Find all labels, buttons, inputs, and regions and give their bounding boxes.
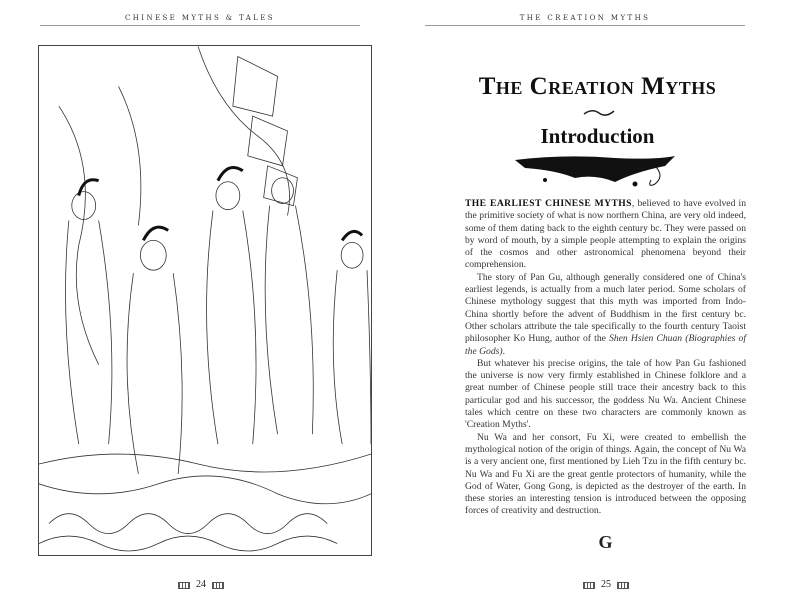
left-running-head: CHINESE MYTHS & TALES [125, 14, 275, 22]
paragraph [465, 198, 746, 272]
left-page-number [178, 579, 224, 591]
paragraph-text: But whatever his precise origins, the tale of how Pan Gu fashioned the universe is now very firmly established in Chinese folklore and a great number of Chinese people still trace their ancestry back to this particular god and his successor, the goddess Nu Wa. Ancient Chinese tales which centre on these two characters are commonly known as 'Creation Myths'. [465, 357, 746, 431]
paragraph [465, 432, 746, 518]
paragraph [465, 358, 746, 432]
paragraph-text: Nu Wa and her consort, Fu Xi, were created to embellish the mythological notion of the origin of things. Again, the concept of Nu Wa is a very ancient one, first mentioned by Lieh Tzu in the fifth century bc. Nu Wa and Fu Xi are the great gentle protectors of humanity, while the God of Water, Gong Gong, is depicted as the destroyer of the earth. In these stories an interesting tension is introduced between the opposing forces of creativity and destruction. [465, 431, 746, 517]
body-text [465, 198, 746, 518]
chapter-title: The Creation Myths [478, 73, 717, 100]
left-page-number-text: 24 [196, 579, 206, 590]
illustration-ladies-procession-icon [39, 46, 371, 555]
end-ornament-icon: G [598, 531, 613, 552]
folio-ornament-icon [617, 582, 629, 589]
folio-ornament-icon [178, 582, 190, 589]
right-header-rule [425, 25, 745, 26]
right-running-head: THE CREATION MYTHS [519, 14, 651, 22]
paragraph-text: . [502, 345, 505, 357]
folio-ornament-icon [583, 582, 595, 589]
left-header-rule [40, 25, 360, 26]
section-heading: Introduction [540, 124, 655, 148]
right-page-number [583, 579, 629, 591]
paragraph-text: The story of Pan Gu, although generally considered one of China's earliest legends, is actually from a much later period. Some scholars of Chinese mythology suggest that this myth was imported from Indo-China shortly before the advent of Buddhism in the first century bc. Other scholars attribute the tale specifically to the fourth century Taoist philosopher Ko Hung, author of the [465, 271, 746, 345]
paragraph-text: , believed to have evolved in the primitive society of what is now northern China, are very old indeed, some of them dating back to the eighth century bc. They were passed on by word of mouth, by a simple people attempting to explain the origins of the cosmos and other astronomical phenomena beyond their comprehension. [465, 198, 746, 271]
lead-in: THE EARLIEST CHINESE MYTHS [465, 198, 632, 209]
illustration-frame [38, 45, 372, 556]
flourish-icon [582, 108, 616, 118]
folio-ornament-icon [212, 582, 224, 589]
right-text-column [465, 198, 746, 552]
right-page-number-text: 25 [601, 579, 611, 590]
paragraph [465, 272, 746, 358]
book-title: Shen Hsien Chuan (Biographies of the Gods) [465, 333, 746, 357]
ink-splash-icon [505, 152, 685, 192]
